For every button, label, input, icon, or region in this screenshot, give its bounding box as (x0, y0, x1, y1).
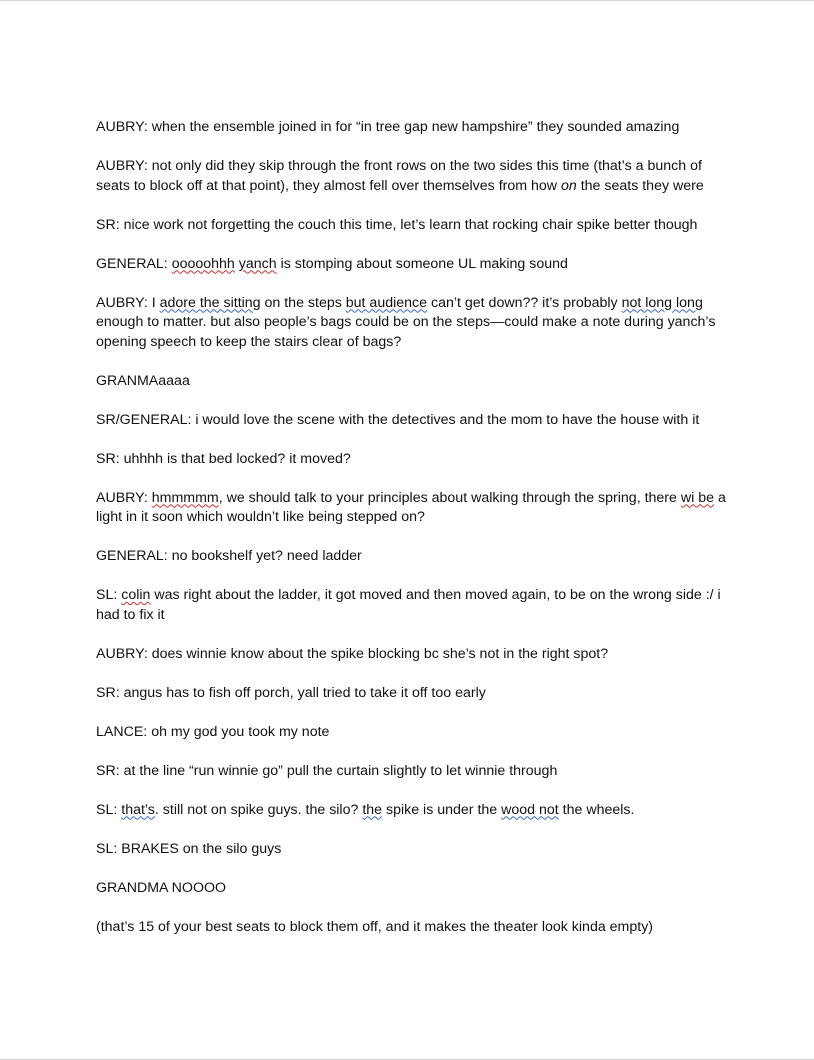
spellcheck-flagged-text: wi be (680, 489, 714, 506)
paragraph-text: is stomping about someone UL making sound (276, 255, 568, 272)
grammar-flagged-text: but audience (345, 294, 428, 311)
document-paragraph (96, 645, 726, 665)
document-paragraph (96, 586, 726, 625)
document-paragraph (96, 255, 726, 275)
paragraph-text: on the steps (260, 294, 346, 311)
paragraph-text: the seats they were (576, 177, 704, 194)
grammar-flagged-text: the (362, 801, 383, 818)
paragraph-text: AUBRY: not only did they skip through the front rows on the two sides this time (that’s a bunch of seats to block off at that point), they almost fell over themselves from how (96, 158, 702, 194)
grammar-flagged-text: that’s (121, 801, 155, 818)
document-paragraph (96, 801, 726, 821)
paragraph-text: was right about the ladder, it got moved and then moved again, to be on the wrong side :/ i had to fix it (96, 587, 721, 623)
paragraph-text: the wheels. (558, 801, 635, 818)
document-paragraph (96, 840, 726, 860)
paragraph-text: , we should talk to your principles about walking through the spring, there (218, 489, 681, 506)
grammar-flagged-text: wood not (501, 801, 559, 818)
document-paragraph (96, 216, 726, 236)
paragraph-text: SL: (96, 587, 122, 603)
paragraph-text: SR: nice work not forgetting the couch this time, let’s learn that rocking chair spike better though (96, 216, 698, 233)
document-paragraph (96, 762, 726, 782)
paragraph-text: SL: (96, 801, 122, 818)
document-paragraph (96, 918, 726, 938)
document-body[interactable] (96, 118, 726, 957)
paragraph-text: AUBRY: does winnie know about the spike blocking bc she’s not in the right spot? (96, 645, 609, 662)
paragraph-text: AUBRY: (96, 489, 152, 506)
document-paragraph (96, 450, 726, 470)
spellcheck-flagged-text: yanch (238, 255, 277, 272)
paragraph-text: AUBRY: I (96, 294, 160, 311)
paragraph-text: GENERAL: no bookshelf yet? need ladder (96, 548, 362, 564)
paragraph-text: SR: angus has to fish off porch, yall tried to take it off too early (96, 684, 486, 701)
document-paragraph (96, 411, 726, 431)
spellcheck-flagged-text: colin (121, 587, 151, 603)
paragraph-text: enough to matter. but also people’s bags could be on the steps—could make a note during yanch’s opening speech to keep the stairs clear of bags? (96, 314, 716, 350)
document-paragraph (96, 723, 726, 743)
paragraph-text: spike is under the (382, 801, 502, 818)
paragraph-text: SR/GENERAL: i would love the scene with the detectives and the mom to have the house with it (96, 411, 700, 428)
paragraph-text: GRANMAaaaa (96, 372, 190, 389)
document-paragraph (96, 372, 726, 392)
paragraph-text: LANCE: oh my god you took my note (96, 723, 330, 740)
grammar-flagged-text: adore the sitting (159, 294, 261, 311)
document-paragraph (96, 294, 726, 353)
paragraph-text: (that’s 15 of your best seats to block them off, and it makes the theater look kinda empty) (96, 918, 654, 935)
document-paragraph (96, 489, 726, 528)
paragraph-text: . still not on spike guys. the silo? (154, 801, 363, 818)
italic-text: on (561, 177, 577, 194)
spellcheck-flagged-text: ooooohhh (171, 255, 235, 272)
paragraph-text: AUBRY: when the ensemble joined in for “in tree gap new hampshire” they sounded amazing (96, 119, 680, 135)
document-paragraph (96, 879, 726, 899)
document-paragraph (96, 118, 726, 138)
document-paragraph (96, 684, 726, 704)
paragraph-text: can’t get down?? it’s probably (427, 294, 622, 311)
paragraph-text: GENERAL: (96, 255, 172, 272)
paragraph-text: SR: at the line “run winnie go” pull the curtain slightly to let winnie through (96, 762, 558, 779)
document-paragraph (96, 547, 726, 567)
document-paragraph (96, 157, 726, 196)
paragraph-text: SR: uhhhh is that bed locked? it moved? (96, 450, 351, 467)
spellcheck-flagged-text: hmmmmm (151, 489, 219, 506)
grammar-flagged-text: not long long (621, 294, 703, 311)
paragraph-text: GRANDMA NOOOO (96, 879, 227, 896)
paragraph-text: a light in it soon which wouldn’t like being stepped on? (96, 489, 726, 525)
paragraph-text: SL: BRAKES on the silo guys (96, 840, 282, 857)
